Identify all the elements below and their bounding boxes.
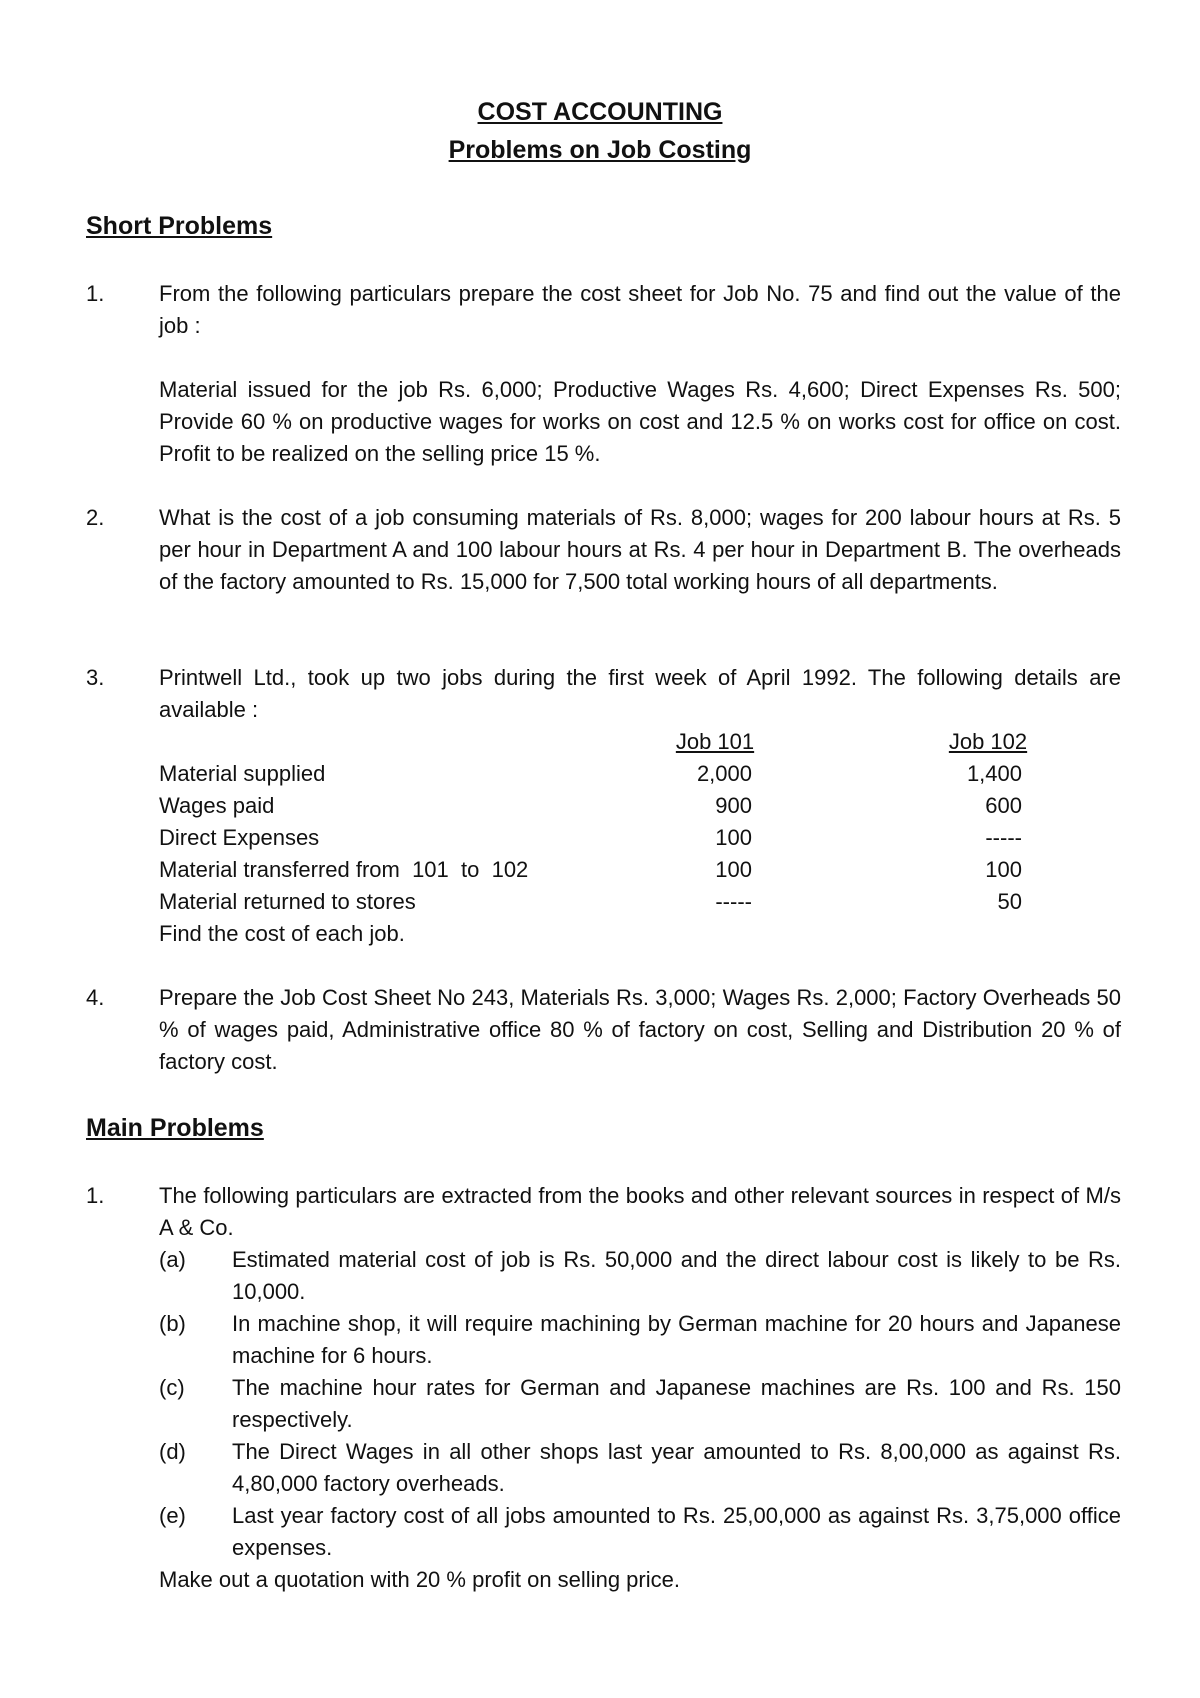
problem-footer: Make out a quotation with 20 % profit on selling price. <box>159 1567 680 1592</box>
sub-item-text: The Direct Wages in all other shops last year amounted to Rs. 8,00,000 as against Rs. 4,80,000 factory overheads. <box>232 1439 1121 1496</box>
table-cell: ----- <box>985 825 1022 850</box>
table-header-job-102: Job 102 <box>948 729 1028 754</box>
table-cell: 600 <box>985 793 1022 818</box>
problem-details: Material issued for the job Rs. 6,000; Productive Wages Rs. 4,600; Direct Expenses Rs. 500; Provide 60 % on productive wages for works on cost and 12.5 % on works cost for office on cost. Profit to be realized on the selling price 15 %. <box>159 377 1121 466</box>
problem-text: Printwell Ltd., took up two jobs during the first week of April 1992. The following details are available : <box>159 665 1121 722</box>
table-row-label: Direct Expenses <box>159 825 320 850</box>
document-title: COST ACCOUNTING <box>477 98 723 126</box>
problem-text: Prepare the Job Cost Sheet No 243, Materials Rs. 3,000; Wages Rs. 2,000; Factory Overheads 50 % of wages paid, Administrative office 80 % of factory on cost, Selling and Distribution 20 % of factory cost. <box>159 985 1121 1074</box>
sub-item-text: Last year factory cost of all jobs amounted to Rs. 25,00,000 as against Rs. 3,75,000 office expenses. <box>232 1503 1121 1560</box>
table-row-label: Material returned to stores <box>159 889 416 914</box>
problem-text: What is the cost of a job consuming materials of Rs. 8,000; wages for 200 labour hours at Rs. 5 per hour in Department A and 100 labour hours at Rs. 4 per hour in Department B. The overheads of the factory amounted to Rs. 15,000 for 7,500 total working hours of all departments. <box>159 505 1121 594</box>
sub-item-text: The machine hour rates for German and Japanese machines are Rs. 100 and Rs. 150 respectively. <box>232 1375 1121 1432</box>
main-problems-heading: Main Problems <box>86 1114 264 1142</box>
table-cell: 50 <box>997 889 1022 914</box>
table-header-job-101: Job 101 <box>675 729 755 754</box>
sub-item-label: (e) <box>159 1503 186 1528</box>
sub-item-text: Estimated material cost of job is Rs. 50,000 and the direct labour cost is likely to be Rs. 10,000. <box>232 1247 1121 1304</box>
sub-item-label: (c) <box>159 1375 185 1400</box>
problem-number: 1. <box>86 281 105 306</box>
sub-item-label: (b) <box>159 1311 186 1336</box>
problem-number: 3. <box>86 665 105 690</box>
problem-number: 2. <box>86 505 105 530</box>
table-cell: 100 <box>715 825 752 850</box>
sub-item-label: (a) <box>159 1247 186 1272</box>
table-cell: 900 <box>715 793 752 818</box>
table-cell: 100 <box>985 857 1022 882</box>
table-cell: 2,000 <box>696 761 752 786</box>
document-subtitle: Problems on Job Costing <box>448 136 752 164</box>
sub-item-label: (d) <box>159 1439 186 1464</box>
table-row-label: Material transferred from 101 to 102 <box>159 857 529 882</box>
table-cell: ----- <box>715 889 752 914</box>
table-row-label: Material supplied <box>159 761 326 786</box>
problem-text: From the following particulars prepare the cost sheet for Job No. 75 and find out the value of the job : <box>159 281 1121 338</box>
problem-footer: Find the cost of each job. <box>159 921 405 946</box>
problem-number: 4. <box>86 985 105 1010</box>
problem-number: 1. <box>86 1183 105 1208</box>
table-cell: 100 <box>715 857 752 882</box>
table-cell: 1,400 <box>966 761 1022 786</box>
problem-text: The following particulars are extracted from the books and other relevant sources in respect of M/s A & Co. <box>159 1183 1121 1240</box>
table-row-label: Wages paid <box>159 793 275 818</box>
sub-item-text: In machine shop, it will require machining by German machine for 20 hours and Japanese machine for 6 hours. <box>232 1311 1121 1368</box>
short-problems-heading: Short Problems <box>86 212 273 240</box>
